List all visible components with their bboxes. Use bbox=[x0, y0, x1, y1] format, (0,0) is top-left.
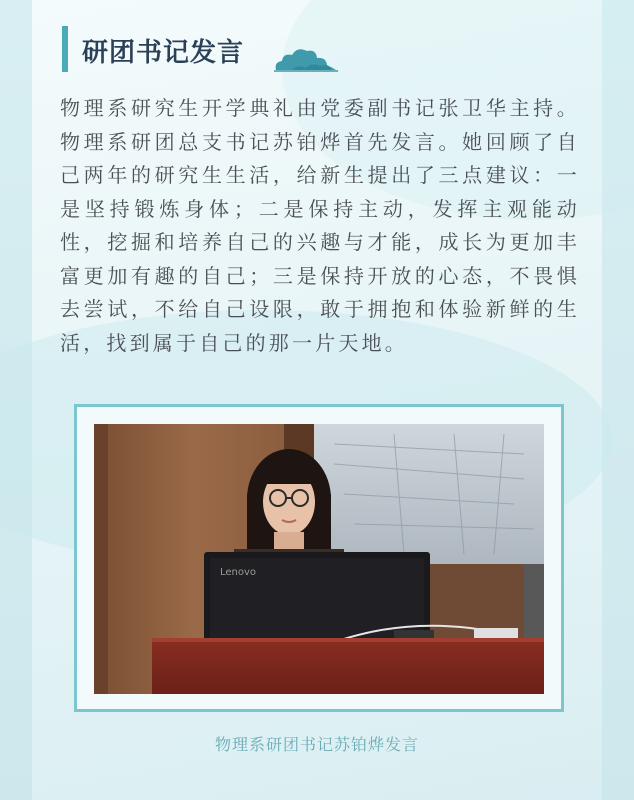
photo-frame bbox=[74, 404, 564, 712]
monitor-brand-logo: Lenovo bbox=[220, 567, 257, 578]
cloud-icon bbox=[270, 44, 340, 74]
section-title: 研团书记发言 bbox=[82, 38, 245, 68]
body-paragraph: 物理系研究生开学典礼由党委副书记张卫华主持。物理系研团总支书记苏铂烨首先发言。她回顾了自己两年的研究生生活，给新生提出了三点建议：一是坚持锻炼身体；二是保持主动，发挥主观能动性，挖掘和培养自己的兴趣与才能，成长为更加丰富更加有趣的自己；三是保持开放的心态，不畏惧去尝试，不给自己设限，敢于拥抱和体验新鲜的生活，找到属于自己的那一片天地。 bbox=[60, 96, 580, 355]
photo-caption: 物理系研团书记苏铂烨发言 bbox=[214, 735, 419, 754]
title-accent-bar bbox=[62, 26, 68, 72]
photo-illustration bbox=[94, 424, 544, 694]
speaker-photo bbox=[94, 424, 544, 694]
